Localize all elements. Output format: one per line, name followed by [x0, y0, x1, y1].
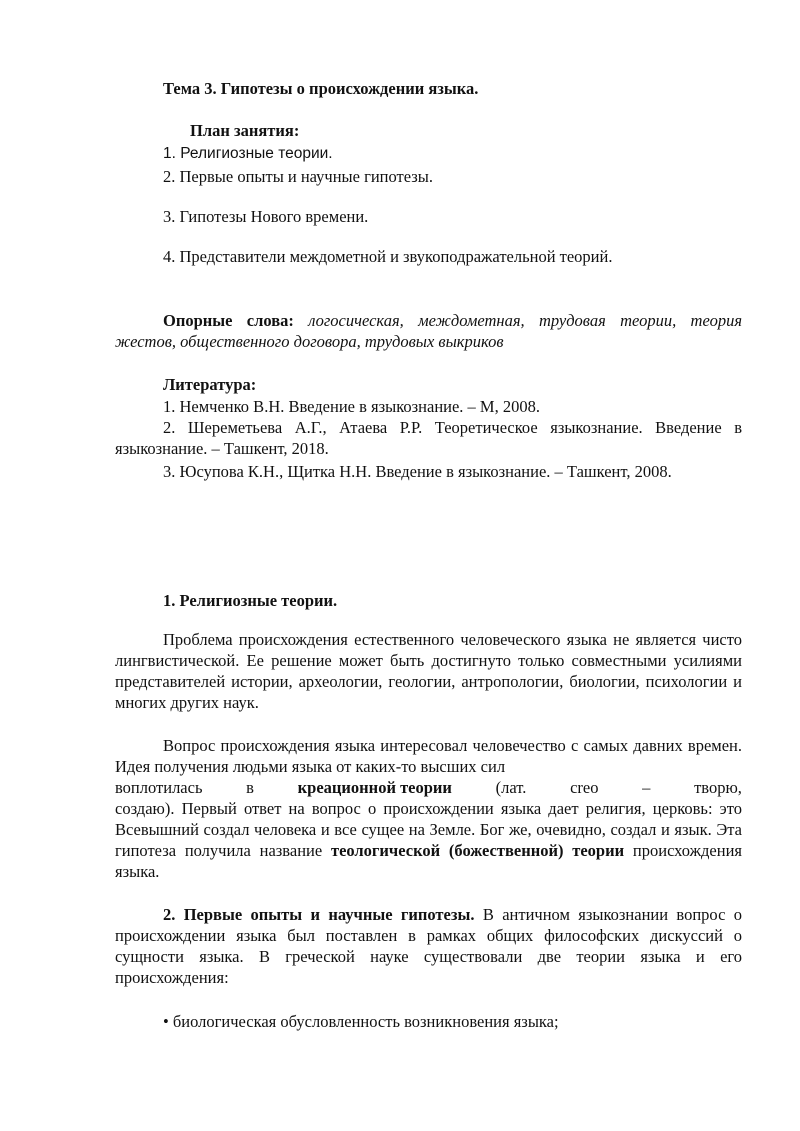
- paragraph2-opening: Вопрос происхождения языка интересовал человечество с самых давних времен. Идея получения людьми языка от каких-то высших сил: [115, 736, 742, 776]
- plan-item-2: 2. Первые опыты и научные гипотезы.: [163, 167, 434, 186]
- creationist-theory-term: креационной теории: [297, 778, 452, 797]
- literature-item-1: 1. Немченко В.Н. Введение в языкознание. – М, 2008.: [163, 397, 540, 416]
- section2-heading: 2. Первые опыты и научные гипотезы.: [163, 905, 475, 924]
- topic-title: Тема 3. Гипотезы о происхождении языка.: [163, 79, 479, 98]
- section1-paragraph-2: [115, 735, 742, 882]
- section2-paragraph: 2. Первые опыты и научные гипотезы. В античном языкознании вопрос о происхождении языка был поставлен в рамках общих философских дискуссий о сущности языка. В греческой науке существовали две теории языка и его происхождения:: [115, 905, 743, 987]
- paragraph2-continuation: создаю). Первый ответ на вопрос о происхождении языка дает религия, церковь: это Всевышний создал человека и все сущее на Земле. Бог же, очевидно, создал и язык. Эта гипотеза получила название теологической (божественной) теории происхождения языка.: [115, 799, 743, 881]
- section1-paragraph-1: Проблема происхождения естественного человеческого языка не является чисто лингвистической. Ее решение может быть достигнуто только совместными усилиями представителей истории, археологии, геологии, антропологии, биологии, психологии и многих других наук.: [115, 630, 742, 712]
- literature-item-3: 3. Юсупова К.Н., Щитка Н.Н. Введение в языкознание. – Ташкент, 2008.: [163, 462, 672, 481]
- plan-item-4: 4. Представители междометной и звукоподражательной теорий.: [163, 247, 613, 266]
- keywords-paragraph: [115, 310, 742, 352]
- section1-heading: 1. Религиозные теории.: [163, 591, 338, 610]
- bullet-item: • биологическая обусловленность возникновения языка;: [163, 1012, 559, 1031]
- theological-theory-term: теологической (божественной) теории: [330, 841, 625, 860]
- plan-heading: План занятия:: [190, 121, 300, 140]
- keywords-label: Опорные слова:: [163, 311, 294, 330]
- literature-heading: Литература:: [163, 375, 257, 394]
- plan-item-3: 3. Гипотезы Нового времени.: [163, 207, 369, 226]
- literature-item-2: 2. Шереметьева А.Г., Атаева Р.Р. Теоретическое языкознание. Введение в языкознание. – Ташкент, 2018.: [115, 418, 742, 458]
- paragraph2-line-creationism: воплотилась в креационной теории (лат. creo – творю,: [115, 778, 742, 797]
- keywords-text: логосическая, междометная, трудовая теории, теория жестов, общественного договора, трудовых выкриков: [115, 311, 742, 351]
- plan-item-1: 1. Религиозные теории.: [163, 145, 333, 162]
